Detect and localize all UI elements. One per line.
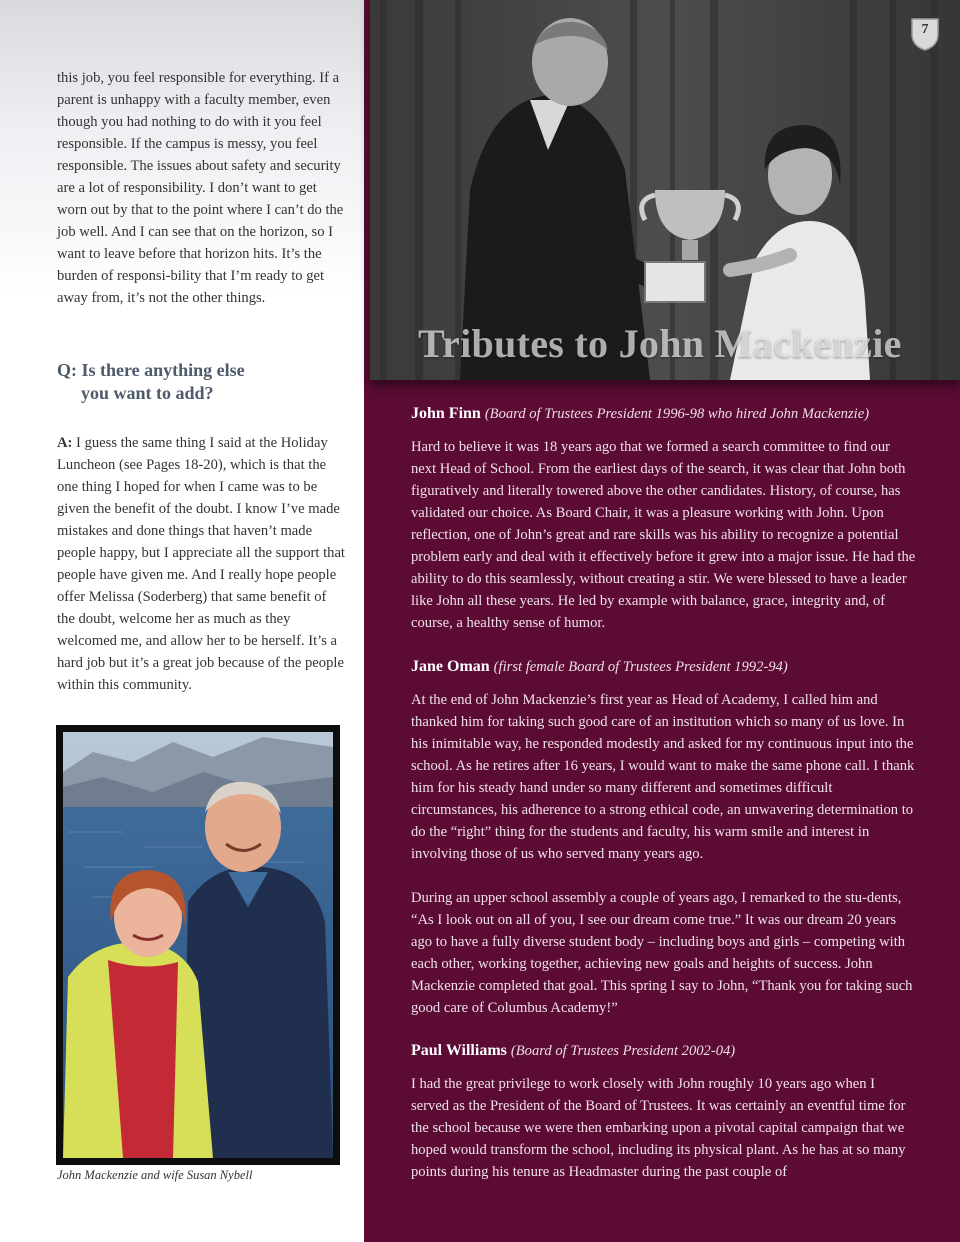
answer-paragraph: [57, 432, 347, 696]
page-number: 7: [921, 22, 929, 37]
tribute-role: (Board of Trustees President 1996-98 who hired John Mackenzie): [484, 406, 870, 422]
answer-label: A:: [57, 435, 73, 451]
tribute-role: (Board of Trustees President 2002-04): [510, 1043, 736, 1059]
tribute-heading: [411, 403, 916, 425]
tribute-name: John Finn: [411, 405, 481, 422]
tributes-panel: [364, 0, 960, 1242]
couple-photo: [63, 732, 333, 1158]
answer-text: I guess the same thing I said at the Holiday Luncheon (see Pages 18-20), which is that the one thing I hoped for when I came was to be given the benefit of the doubt. I know I’ve made mistakes and done things that haven’t made people happy, but I appreciate all the support that people have given me. And I really hope people offer Melissa (Soderberg) that same benefit of the doubt, welcome her as much as they welcomed me, and allow her to be herself. It’s a hard job but it’s a great job because of the people within this community.: [57, 435, 345, 693]
tribute-jane-oman: [411, 656, 916, 1041]
couple-photo-illustration: [63, 732, 333, 1158]
tribute-heading: [411, 656, 916, 678]
hero-photo: [370, 0, 960, 380]
tribute-name: Paul Williams: [411, 1042, 507, 1059]
tributes-title: Tributes to John Mackenzie: [418, 321, 902, 366]
question-line-1: Q: Is there anything else: [57, 360, 245, 380]
couple-photo-frame: [56, 725, 340, 1165]
question-line-2: you want to add?: [81, 383, 214, 403]
tribute-paragraph: At the end of John Mackenzie’s first year as Head of Academy, I called him and thanked him for taking such good care of an institution which so many of us love. In his inimitable way, he responded modestly and asked for my continuous input into the school. As he retires after 16 years, I would want to make the same phone call. I thank him for his steady hand under so many different and sometimes difficult circumstances, his adherence to a strong ethical code, an unwavering determination to do the “right” thing for the students and faculty, his warm smile and interest in involving those of us who served many years ago.: [411, 692, 915, 862]
tribute-paragraph: I had the great privilege to work closely with John roughly 10 years ago when I served as the President of the Board of Trustees. It was certainly an eventful time for the school because we were then embarking upon a pivotal capital campaign that we hoped would transform the school, including its physical plant. As he has at so many points during his tenure as Headmaster during the past couple of: [411, 1076, 906, 1180]
photo-caption: John Mackenzie and wife Susan Nybell: [57, 1168, 253, 1182]
tribute-name: Jane Oman: [411, 658, 490, 675]
question-heading: [57, 359, 347, 405]
tribute-john-finn: [411, 403, 916, 656]
interview-paragraph: this job, you feel responsible for everything. If a parent is unhappy with a faculty member, even though you had nothing to do with it you feel responsible. If the campus is messy, you feel responsible. The issues about safety and security are a lot of responsibility. I don’t want to get worn out by that to the point where I can’t do the job well. And I can see that on the horizon, so I want to leave before that horizon hits. It’s the burden of responsi-bility that I’m ready to get away from, it’s not the other things.: [57, 70, 344, 306]
tribute-role: (first female Board of Trustees President 1992-94): [493, 659, 788, 675]
left-column: [0, 0, 364, 1242]
tribute-paragraph: During an upper school assembly a couple of years ago, I remarked to the stu-dents, “As I look out on all of you, I see our dream come true.” It was our dream 20 years ago to have a fully diverse student body – including boys and girls – competing with each other, working together, achieving new goals and heights of success. John Mackenzie completed that goal. This spring I say to John, “Thank you for taking such good care of Columbus Academy!”: [411, 890, 913, 1016]
tribute-paragraph: Hard to believe it was 18 years ago that we formed a search committee to find our next Head of School. From the earliest days of the search, it was clear that John both figuratively and literally towered above the other candidates. History, of course, has validated our choice. As Board Chair, it was a pleasure working with John. Upon reflection, one of John’s great and rare skills was his ability to recognize a potential problem early and deal with it effectively before it grew into a major issue. He had the ability to do this seamlessly, without creating a stir. We were blessed to have a leader like John all these years. He led by example with balance, grace, integrity and, of course, a healthy sense of humor.: [411, 439, 916, 631]
tribute-paul-williams: [411, 1040, 916, 1205]
page-number-badge: [910, 16, 940, 52]
tribute-heading: [411, 1040, 916, 1062]
